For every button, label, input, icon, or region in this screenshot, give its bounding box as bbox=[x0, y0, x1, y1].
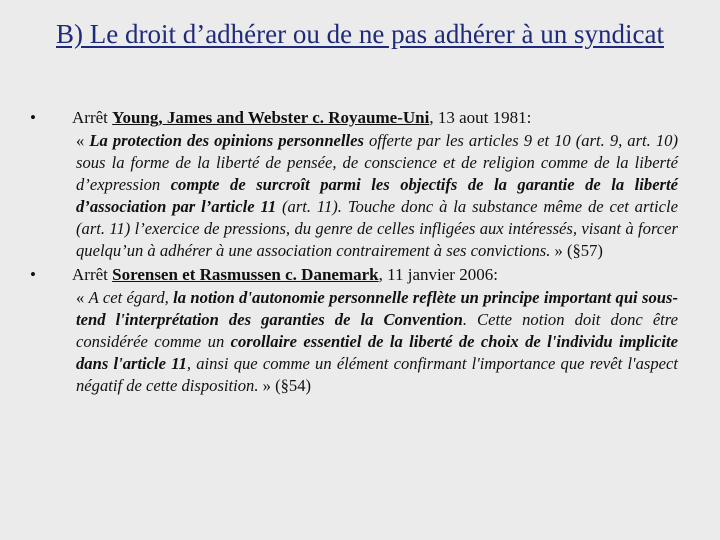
case-prefix: Arrêt bbox=[72, 108, 113, 127]
slide-content bbox=[28, 106, 678, 397]
quote-segment: « bbox=[76, 131, 90, 150]
case-prefix: Arrêt bbox=[72, 265, 113, 284]
case-reference bbox=[72, 106, 678, 129]
case-date: , 13 aout 1981: bbox=[429, 108, 532, 127]
quote-segment: « bbox=[76, 288, 89, 307]
case-date: , 11 janvier 2006: bbox=[378, 265, 498, 284]
bullet-item-sorensen bbox=[28, 263, 678, 397]
quote-segment: » (§57) bbox=[550, 241, 603, 260]
slide-title: B) Le droit d’adhérer ou de ne pas adhérer à un syndicat bbox=[55, 19, 664, 49]
quote-segment: compte de surcroît parmi les objectifs de la garantie de la liberté d’association par l’article 11 bbox=[76, 175, 678, 216]
quote-segment: la notion d'autonomie personnelle reflète un principe important qui sous-tend l'interprétation des garanties de la Convention bbox=[76, 288, 678, 329]
quote-segment: offerte par les articles 9 et 10 (art. 9, art. 10) sous la forme de la liberté de pensée, de conscience et de religion comme de la liberté d’expression bbox=[76, 131, 678, 194]
case-name-link[interactable]: Young, James and Webster c. Royaume-Uni bbox=[112, 108, 430, 127]
bullet-item-young bbox=[28, 106, 678, 262]
quote-segment: (art. 11). Touche donc à la substance même de cet article (art. 11) l’exercice de pressions, du genre de celles infligées aux intéressés, visant à forcer quelqu’un à adhérer à une association contrairement à ses convictions. bbox=[76, 197, 678, 260]
case-quote bbox=[76, 130, 678, 262]
quote-segment: A cet égard, bbox=[88, 288, 174, 307]
bullet-marker: • bbox=[30, 108, 36, 127]
case-quote bbox=[76, 287, 678, 397]
quote-segment: . Cette notion doit donc être considérée comme un bbox=[76, 310, 678, 351]
quote-segment: » (§54) bbox=[258, 376, 312, 395]
case-reference bbox=[72, 263, 678, 286]
bullet-marker: • bbox=[30, 265, 36, 284]
quote-segment: , ainsi que comme un élément confirmant l'importance que revêt l'aspect négatif de cette disposition. bbox=[76, 354, 679, 395]
quote-segment: La protection des opinions personnelles bbox=[89, 131, 364, 150]
quote-segment: corollaire essentiel de la liberté de choix de l'individu implicite dans l'article 11 bbox=[76, 332, 678, 373]
case-name-link[interactable]: Sorensen et Rasmussen c. Danemark bbox=[112, 265, 379, 284]
